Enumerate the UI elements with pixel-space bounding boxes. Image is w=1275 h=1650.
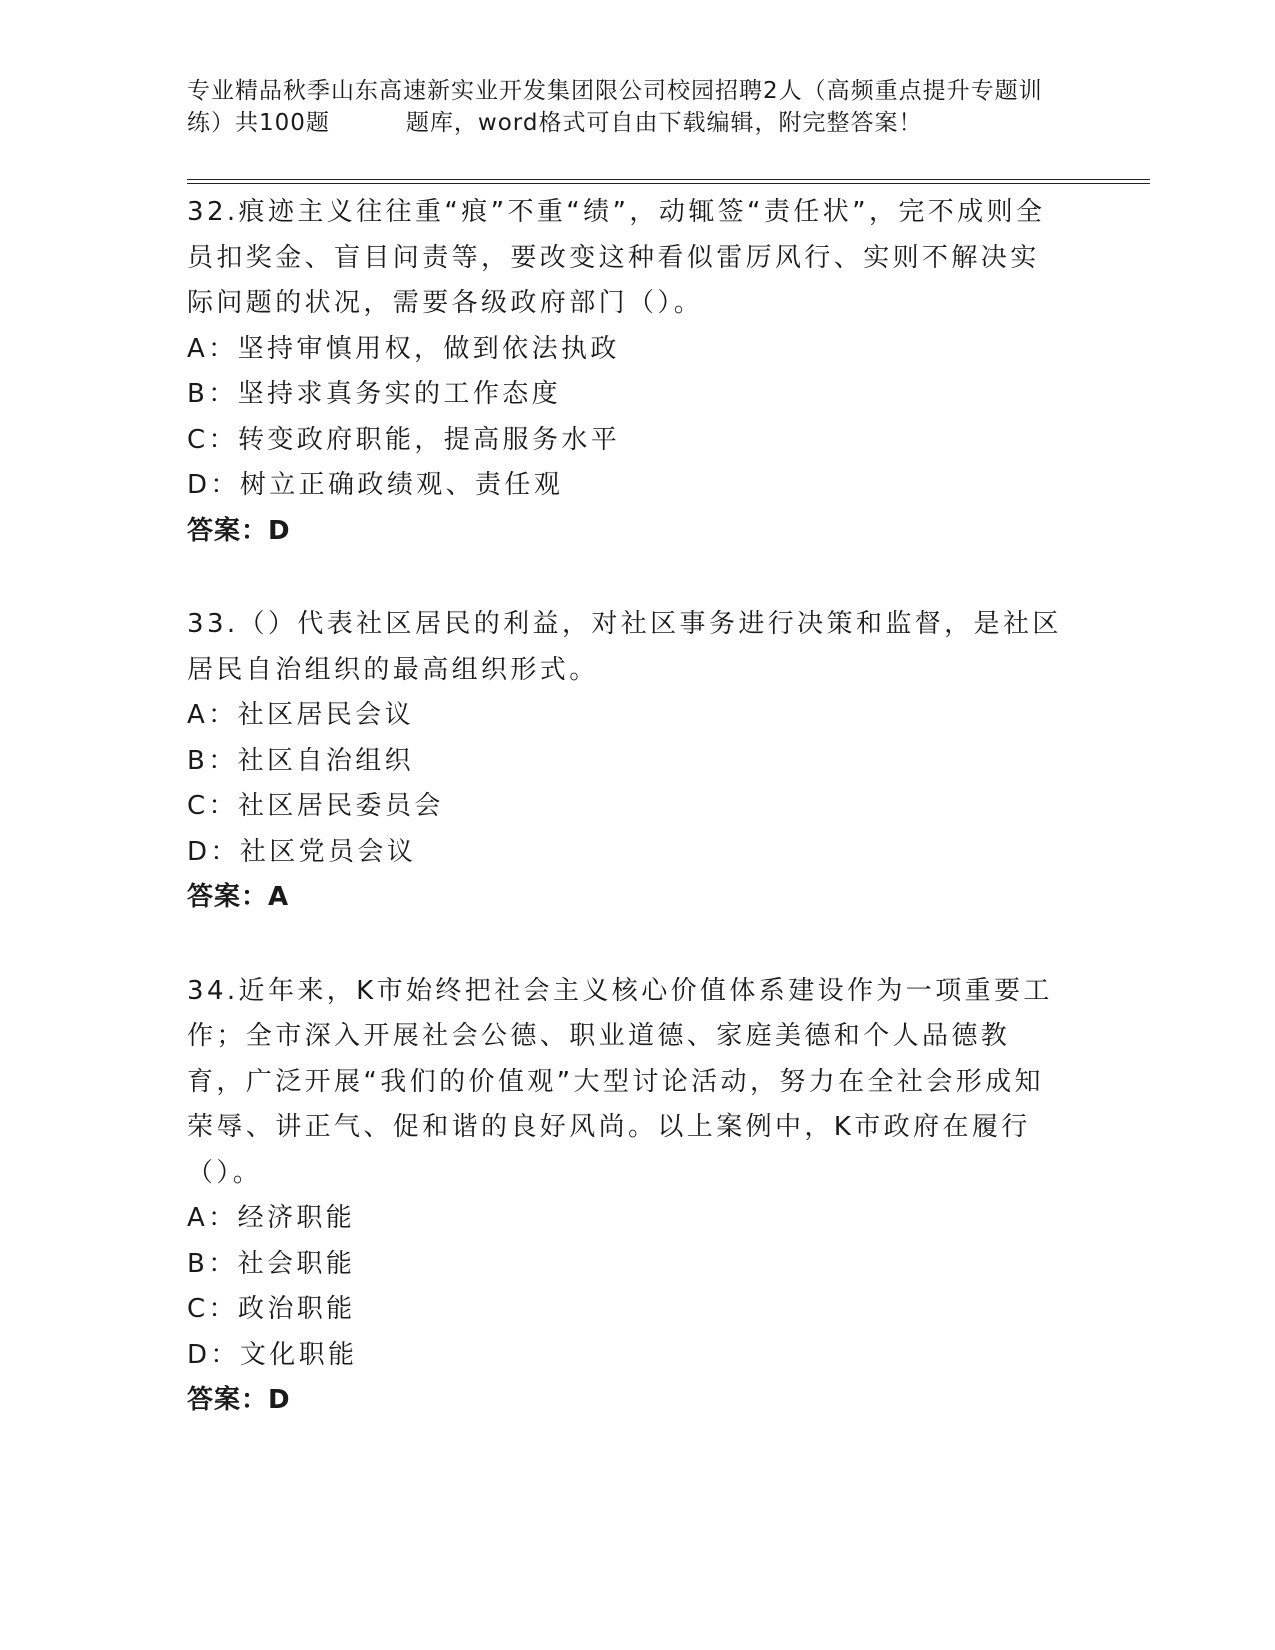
header-divider-top [187, 179, 1150, 180]
option-b: B：社区自治组织 [187, 745, 415, 776]
option-a: A：社区居民会议 [187, 700, 414, 730]
question-stem: 32.痕迹主义往往重“痕”不重“绩”，动辄签“责任状”，完不成则全员扣奖金、盲目问责等，要改变这种看似雷厉风行、实则不解决实际问题的状况，需要各级政府部门（）。 [187, 197, 1046, 318]
option-c: C：政治职能 [187, 1294, 356, 1324]
option-a: A：经济职能 [187, 1203, 356, 1233]
option-a: A：坚持审慎用权，做到依法执政 [187, 333, 620, 364]
option-b: B：坚持求真务实的工作态度 [187, 379, 562, 409]
option-c: C：转变政府职能，提高服务水平 [187, 424, 621, 455]
header-title-line2-part2: 题库，word格式可自由下载编辑，附完整答案！ [405, 110, 923, 136]
option-d: D：文化职能 [187, 1339, 358, 1370]
option-d: D：树立正确政绩观、责任观 [187, 470, 564, 500]
answer-label: 答案：D [187, 1385, 291, 1415]
page-header [187, 75, 1107, 139]
question-stem: 34.近年来，K市始终把社会主义核心价值体系建设作为一项重要工作；全市深入开展社会公德、职业道德、家庭美德和个人品德教育，广泛开展“我们的价值观”大型讨论活动，努力在全社会形成知荣辱、讲正气、促和谐的良好风尚。以上案例中，K市政府在履行（）。 [187, 975, 1053, 1188]
answer-label: 答案：D [187, 515, 291, 546]
question-stem: 33.（）代表社区居民的利益，对社区事务进行决策和监督，是社区居民自治组织的最高组织形式。 [187, 609, 1062, 685]
answer-label: 答案：A [187, 882, 290, 912]
option-c: C：社区居民委员会 [187, 791, 444, 821]
question-list [187, 190, 1067, 1472]
header-title-line2 [187, 107, 1107, 139]
question-33 [187, 602, 1067, 921]
option-d: D：社区党员会议 [187, 836, 417, 867]
option-b: B：社会职能 [187, 1248, 356, 1279]
header-divider-bottom [187, 183, 1150, 184]
header-title-line1: 专业精品秋季山东高速新实业开发集团限公司校园招聘2人（高频重点提升专题训 [187, 78, 1043, 104]
question-32 [187, 190, 1067, 554]
question-34 [187, 969, 1067, 1424]
header-title-line2-part1: 练）共100题 [187, 110, 330, 136]
